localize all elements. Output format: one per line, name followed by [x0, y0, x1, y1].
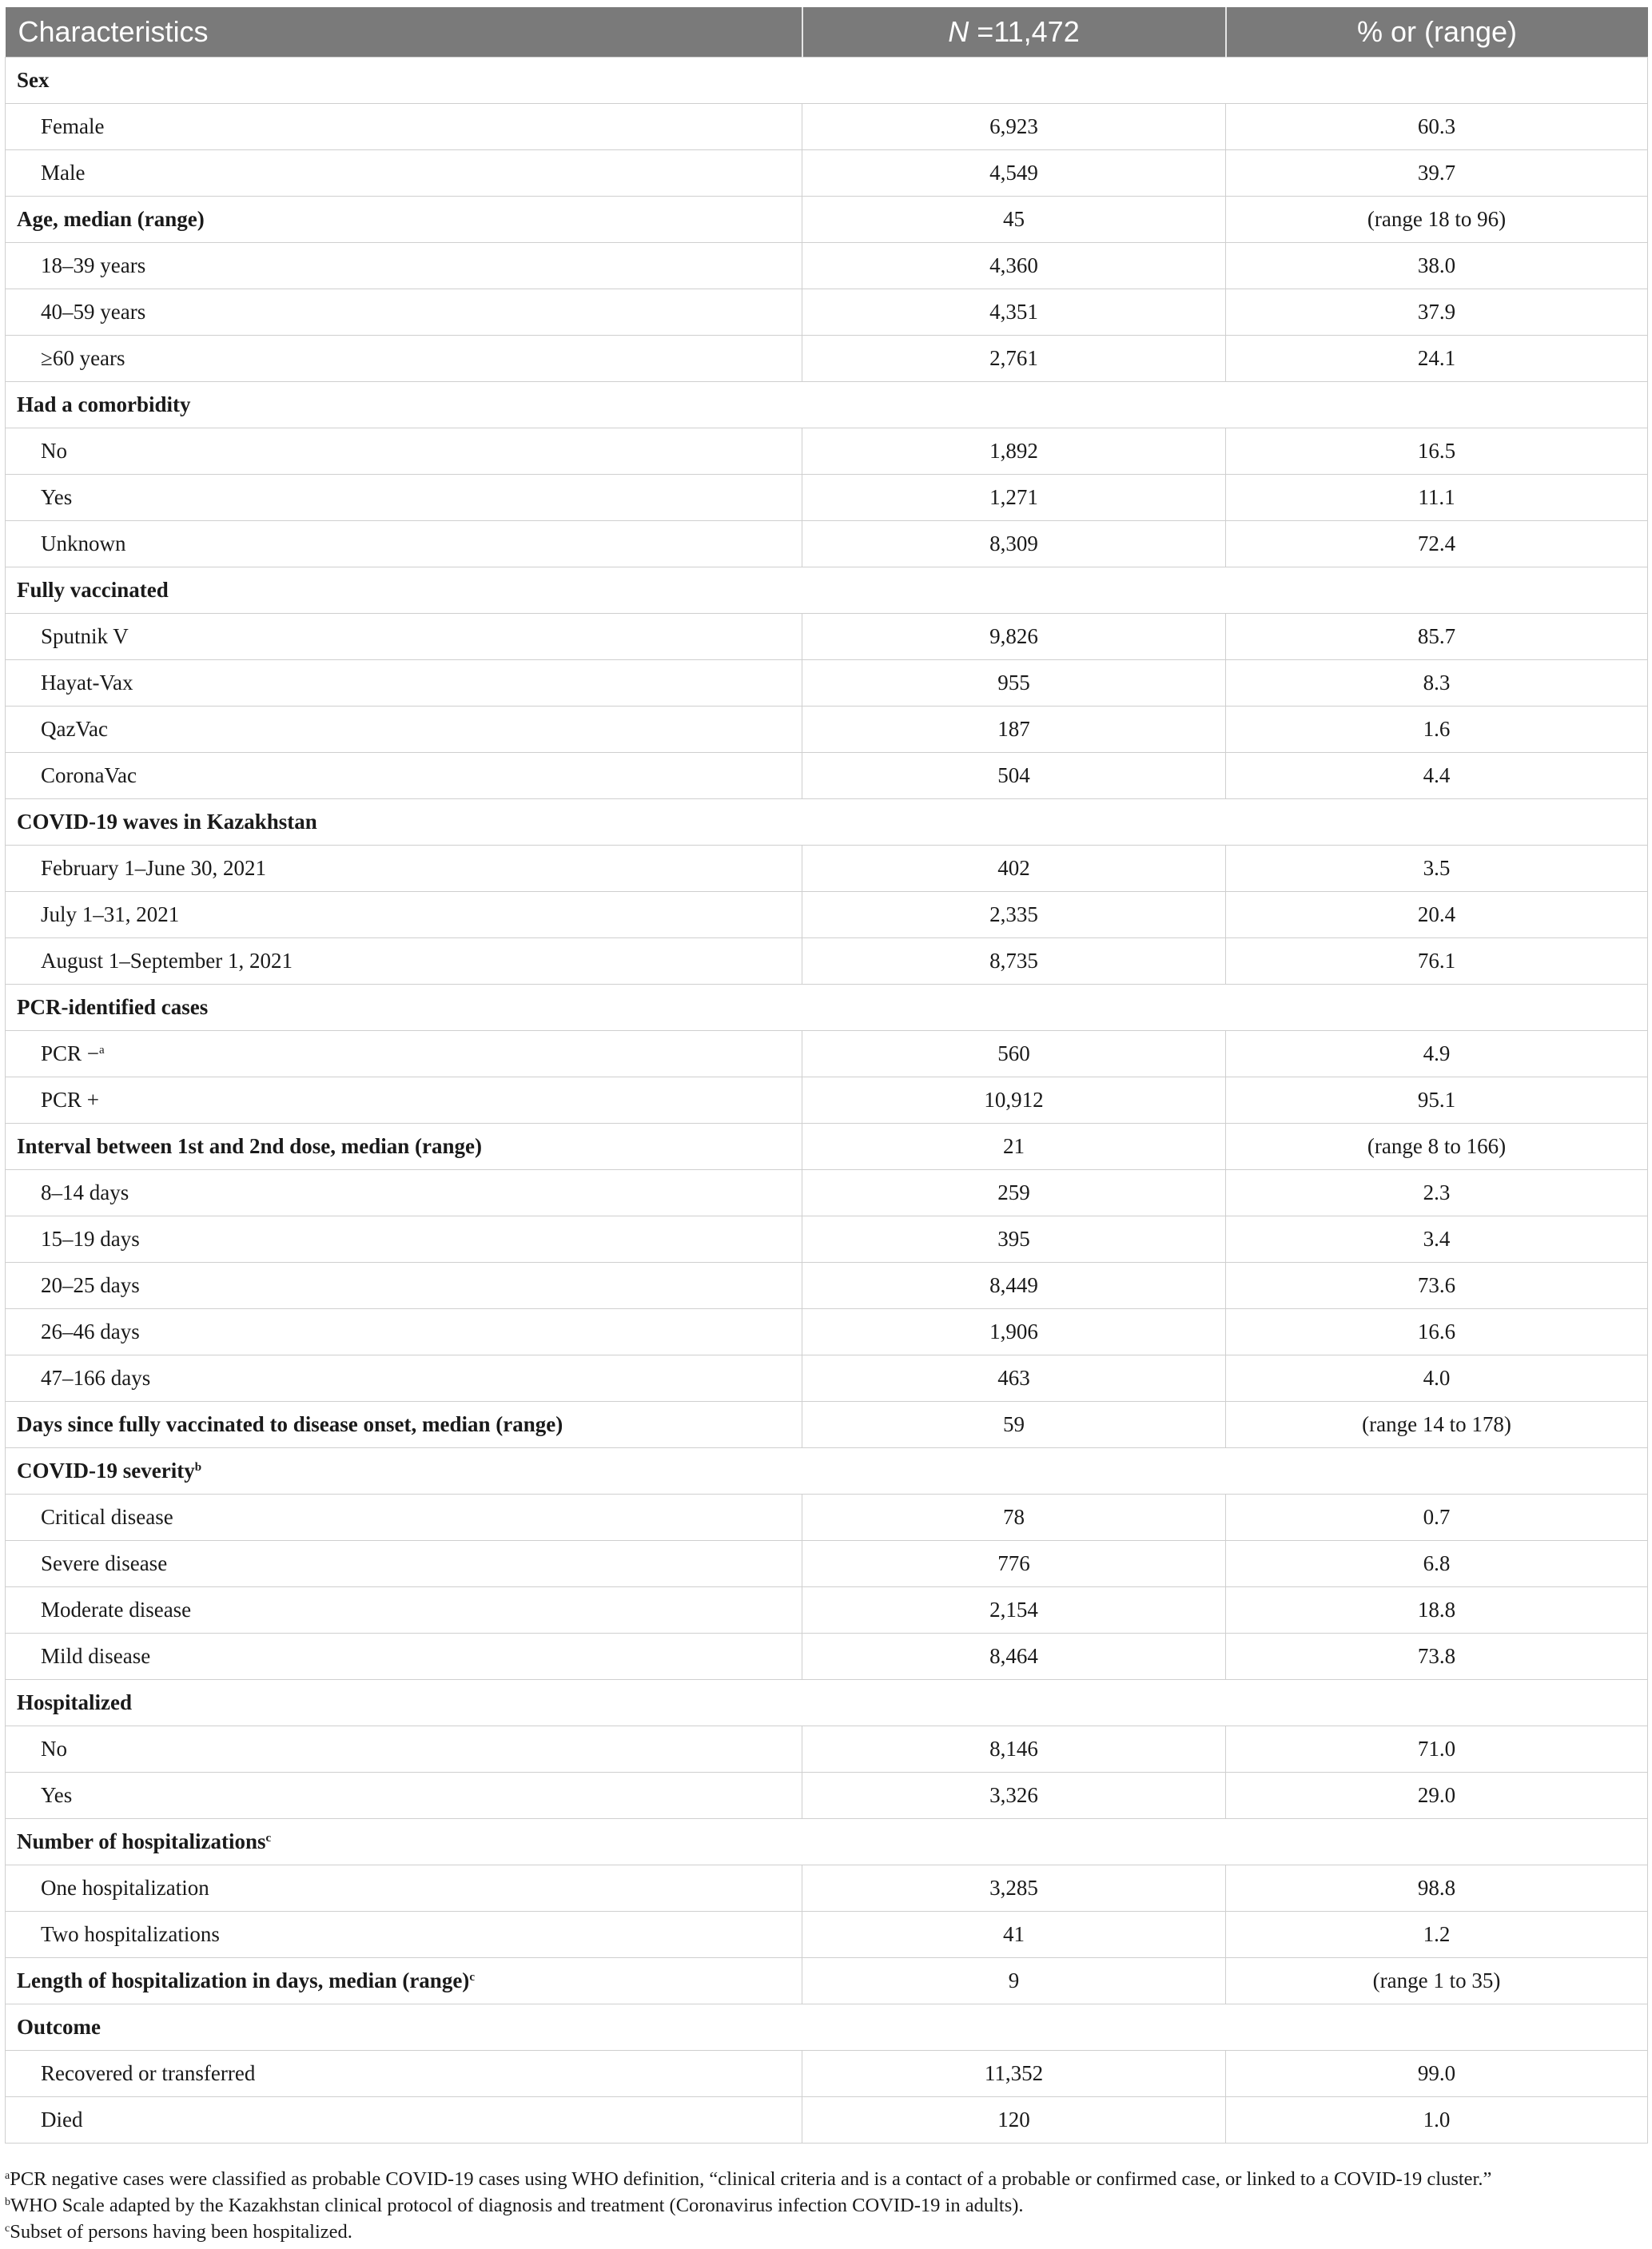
- row-count: 560: [802, 1031, 1226, 1077]
- row-label: [6, 1726, 802, 1773]
- row-count: 402: [802, 846, 1226, 892]
- row-percent: 71.0: [1226, 1726, 1648, 1773]
- row-label-text: 20–25 days: [41, 1273, 140, 1297]
- row-label: [6, 938, 802, 985]
- row-count: 395: [802, 1216, 1226, 1263]
- row-count: 4,360: [802, 243, 1226, 289]
- row-label: [6, 660, 802, 707]
- row-percent: 1.0: [1226, 2097, 1648, 2144]
- row-count: 2,154: [802, 1587, 1226, 1634]
- row-percent: 4.4: [1226, 753, 1648, 799]
- row-label-text: Yes: [41, 485, 73, 509]
- row-label-text: Critical disease: [41, 1505, 173, 1529]
- table-row: [6, 2051, 1648, 2097]
- footnote-text: PCR negative cases were classified as probable COVID-19 cases using WHO definition, “clinical criteria and is a contact of a probable or confirmed case, or linked to a COVID-19 cluster.”: [10, 2168, 1492, 2190]
- row-count: 3,285: [802, 1865, 1226, 1912]
- table-row: [6, 104, 1648, 150]
- row-label-text: Sex: [17, 68, 50, 92]
- row-count: 1,271: [802, 475, 1226, 521]
- row-percent: (range 1 to 35): [1226, 1958, 1648, 2004]
- row-label-text: Recovered or transferred: [41, 2061, 256, 2085]
- footnote-c: [5, 2219, 1647, 2245]
- row-count: 3,326: [802, 1773, 1226, 1819]
- row-label-text: Hospitalized: [17, 1690, 133, 1714]
- row-label: [6, 336, 802, 382]
- table-row: [6, 475, 1648, 521]
- row-label: [6, 567, 1648, 614]
- table-row: [6, 707, 1648, 753]
- table-row: [6, 1587, 1648, 1634]
- row-percent: 3.4: [1226, 1216, 1648, 1263]
- table-row: [6, 1031, 1648, 1077]
- row-label-text: Two hospitalizations: [41, 1922, 220, 1946]
- row-label-text: Sputnik V: [41, 624, 129, 648]
- header-n-symbol: N: [948, 15, 969, 48]
- row-label-text: Had a comorbidity: [17, 392, 191, 416]
- row-label-text: COVID-19 severity: [17, 1459, 195, 1483]
- table-group-row: [6, 1680, 1648, 1726]
- row-label-text: Interval between 1st and 2nd dose, median (range): [17, 1134, 483, 1158]
- row-count: 78: [802, 1495, 1226, 1541]
- footnote-text: WHO Scale adapted by the Kazakhstan clinical protocol of diagnosis and treatment (Coronavirus infection COVID-19 in adults).: [10, 2195, 1024, 2216]
- row-label-text: Number of hospitalizations: [17, 1829, 266, 1853]
- table-row: [6, 892, 1648, 938]
- row-label: [6, 150, 802, 197]
- row-label-text: Yes: [41, 1783, 73, 1807]
- row-count: 41: [802, 1912, 1226, 1958]
- footnotes: [5, 2166, 1647, 2245]
- row-label: [6, 104, 802, 150]
- footnote-mark: b: [5, 2196, 10, 2208]
- row-count: 10,912: [802, 1077, 1226, 1124]
- row-label: [6, 1448, 1648, 1495]
- row-percent: 98.8: [1226, 1865, 1648, 1912]
- row-count: 8,309: [802, 521, 1226, 567]
- footnote-text: Subset of persons having been hospitalized.: [10, 2221, 352, 2243]
- table-group-row: [6, 2004, 1648, 2051]
- row-count: 1,906: [802, 1309, 1226, 1355]
- row-label-text: PCR-identified cases: [17, 995, 209, 1019]
- row-count: 955: [802, 660, 1226, 707]
- row-count: 463: [802, 1355, 1226, 1402]
- row-percent: 0.7: [1226, 1495, 1648, 1541]
- row-percent: 29.0: [1226, 1773, 1648, 1819]
- table-header: [6, 7, 1648, 58]
- row-label-text: Outcome: [17, 2015, 101, 2039]
- row-label-text: CoronaVac: [41, 763, 137, 787]
- row-label-text: No: [41, 1737, 67, 1761]
- row-label: [6, 892, 802, 938]
- row-percent: 37.9: [1226, 289, 1648, 336]
- row-count: 21: [802, 1124, 1226, 1170]
- row-percent: 85.7: [1226, 614, 1648, 660]
- table-row: [6, 614, 1648, 660]
- row-label: [6, 799, 1648, 846]
- row-label: [6, 1170, 802, 1216]
- row-count: 8,464: [802, 1634, 1226, 1680]
- table-group-row: [6, 382, 1648, 428]
- table-row: [6, 1216, 1648, 1263]
- row-label-text: PCR −: [41, 1041, 100, 1065]
- header-row: [6, 7, 1648, 58]
- row-label-text: 26–46 days: [41, 1320, 140, 1343]
- row-percent: 18.8: [1226, 1587, 1648, 1634]
- row-label-text: PCR +: [41, 1088, 100, 1112]
- row-count: 9: [802, 1958, 1226, 2004]
- table-row: [6, 938, 1648, 985]
- row-count: 45: [802, 197, 1226, 243]
- row-label: [6, 1402, 802, 1448]
- row-label: [6, 753, 802, 799]
- row-percent: 60.3: [1226, 104, 1648, 150]
- row-percent: 16.5: [1226, 428, 1648, 475]
- row-percent: 38.0: [1226, 243, 1648, 289]
- row-label-text: Severe disease: [41, 1551, 168, 1575]
- footnote-marker: c: [469, 1971, 475, 1984]
- row-label-text: 40–59 years: [41, 300, 146, 324]
- row-label-text: Male: [41, 161, 86, 185]
- row-label: [6, 521, 802, 567]
- row-percent: (range 14 to 178): [1226, 1402, 1648, 1448]
- row-label: [6, 243, 802, 289]
- row-label: [6, 1773, 802, 1819]
- row-label: [6, 614, 802, 660]
- row-label: [6, 2004, 1648, 2051]
- row-count: 8,735: [802, 938, 1226, 985]
- row-label: [6, 1077, 802, 1124]
- row-label: [6, 58, 1648, 104]
- row-count: 259: [802, 1170, 1226, 1216]
- table-row: [6, 753, 1648, 799]
- row-count: 120: [802, 2097, 1226, 2144]
- table-group-row: [6, 58, 1648, 104]
- row-label: [6, 1124, 802, 1170]
- footnote-marker: a: [99, 1044, 105, 1057]
- table-row: [6, 428, 1648, 475]
- header-characteristics: Characteristics: [6, 7, 802, 58]
- table-row: [6, 1170, 1648, 1216]
- table-row: [6, 846, 1648, 892]
- table-row: [6, 336, 1648, 382]
- row-percent: 4.0: [1226, 1355, 1648, 1402]
- row-label: [6, 707, 802, 753]
- row-count: 8,146: [802, 1726, 1226, 1773]
- row-label-text: 47–166 days: [41, 1366, 151, 1390]
- row-label-text: 8–14 days: [41, 1180, 129, 1204]
- row-count: 2,761: [802, 336, 1226, 382]
- row-percent: 39.7: [1226, 150, 1648, 197]
- row-label: [6, 1865, 802, 1912]
- row-label-text: Died: [41, 2108, 83, 2132]
- row-label-text: Length of hospitalization in days, median (range): [17, 1968, 470, 1992]
- row-count: 4,351: [802, 289, 1226, 336]
- footnote-marker: b: [194, 1461, 202, 1474]
- row-percent: 76.1: [1226, 938, 1648, 985]
- footnote-mark: c: [5, 2223, 10, 2235]
- row-label: [6, 428, 802, 475]
- row-label: [6, 1680, 1648, 1726]
- row-percent: 6.8: [1226, 1541, 1648, 1587]
- row-label: [6, 1355, 802, 1402]
- row-label-text: July 1–31, 2021: [41, 902, 180, 926]
- row-label-text: 15–19 days: [41, 1227, 140, 1251]
- footnote-marker: c: [265, 1832, 272, 1845]
- row-percent: 8.3: [1226, 660, 1648, 707]
- footnote-mark: a: [5, 2170, 10, 2182]
- row-count: 187: [802, 707, 1226, 753]
- row-count: 11,352: [802, 2051, 1226, 2097]
- table-row: [6, 197, 1648, 243]
- row-percent: 20.4: [1226, 892, 1648, 938]
- row-percent: 99.0: [1226, 2051, 1648, 2097]
- row-label: [6, 1495, 802, 1541]
- row-label-text: Age, median (range): [17, 207, 205, 231]
- table-row: [6, 2097, 1648, 2144]
- table-row: [6, 1402, 1648, 1448]
- table-row: [6, 1726, 1648, 1773]
- row-label: [6, 2097, 802, 2144]
- row-count: 59: [802, 1402, 1226, 1448]
- row-label: [6, 289, 802, 336]
- row-percent: 1.6: [1226, 707, 1648, 753]
- row-percent: 2.3: [1226, 1170, 1648, 1216]
- header-percent: % or (range): [1226, 7, 1648, 58]
- table-row: [6, 1541, 1648, 1587]
- footnote-b: [5, 2192, 1647, 2219]
- row-label: [6, 846, 802, 892]
- row-label: [6, 1912, 802, 1958]
- row-percent: 16.6: [1226, 1309, 1648, 1355]
- row-label-text: Mild disease: [41, 1644, 151, 1668]
- row-count: 776: [802, 1541, 1226, 1587]
- row-label: [6, 2051, 802, 2097]
- table-row: [6, 660, 1648, 707]
- row-percent: 1.2: [1226, 1912, 1648, 1958]
- table-group-row: [6, 799, 1648, 846]
- table-row: [6, 150, 1648, 197]
- row-label-text: QazVac: [41, 717, 108, 741]
- table-row: [6, 1077, 1648, 1124]
- table-row: [6, 1773, 1648, 1819]
- table-row: [6, 1865, 1648, 1912]
- row-percent: 24.1: [1226, 336, 1648, 382]
- row-percent: 73.8: [1226, 1634, 1648, 1680]
- table-row: [6, 521, 1648, 567]
- row-label: [6, 985, 1648, 1031]
- table-row: [6, 1495, 1648, 1541]
- row-label-text: Moderate disease: [41, 1598, 192, 1622]
- header-n-value: =11,472: [969, 15, 1080, 48]
- row-label-text: 18–39 years: [41, 253, 146, 277]
- table-row: [6, 243, 1648, 289]
- table-row: [6, 1124, 1648, 1170]
- row-count: 4,549: [802, 150, 1226, 197]
- row-label: [6, 197, 802, 243]
- row-label: [6, 1216, 802, 1263]
- row-count: 9,826: [802, 614, 1226, 660]
- row-label-text: ≥60 years: [41, 346, 125, 370]
- row-percent: 72.4: [1226, 521, 1648, 567]
- row-count: 2,335: [802, 892, 1226, 938]
- row-percent: 3.5: [1226, 846, 1648, 892]
- row-label: [6, 1587, 802, 1634]
- row-label-text: Fully vaccinated: [17, 578, 169, 602]
- table-row: [6, 289, 1648, 336]
- row-label-text: Hayat-Vax: [41, 671, 133, 695]
- row-label-text: Days since fully vaccinated to disease onset, median (range): [17, 1412, 563, 1436]
- row-label: [6, 1634, 802, 1680]
- row-label: [6, 1958, 802, 2004]
- row-label-text: COVID-19 waves in Kazakhstan: [17, 810, 317, 834]
- row-label: [6, 475, 802, 521]
- footnote-a: [5, 2166, 1647, 2192]
- row-count: 1,892: [802, 428, 1226, 475]
- table-body: [6, 58, 1648, 2144]
- table-group-row: [6, 567, 1648, 614]
- characteristics-table: [5, 7, 1648, 2144]
- row-label: [6, 1263, 802, 1309]
- row-percent: 4.9: [1226, 1031, 1648, 1077]
- row-percent: (range 18 to 96): [1226, 197, 1648, 243]
- row-label: [6, 1541, 802, 1587]
- table-row: [6, 1309, 1648, 1355]
- row-label: [6, 1031, 802, 1077]
- row-percent: 95.1: [1226, 1077, 1648, 1124]
- header-n: [802, 7, 1226, 58]
- table-row: [6, 1263, 1648, 1309]
- row-label-text: Female: [41, 114, 105, 138]
- row-label: [6, 1309, 802, 1355]
- table-group-row: [6, 1448, 1648, 1495]
- row-percent: 73.6: [1226, 1263, 1648, 1309]
- row-count: 6,923: [802, 104, 1226, 150]
- table-group-row: [6, 985, 1648, 1031]
- row-label: [6, 1819, 1648, 1865]
- row-label-text: August 1–September 1, 2021: [41, 949, 293, 973]
- row-label-text: One hospitalization: [41, 1876, 209, 1900]
- table-row: [6, 1912, 1648, 1958]
- row-count: 8,449: [802, 1263, 1226, 1309]
- table-row: [6, 1634, 1648, 1680]
- table-group-row: [6, 1819, 1648, 1865]
- row-percent: (range 8 to 166): [1226, 1124, 1648, 1170]
- row-label: [6, 382, 1648, 428]
- row-count: 504: [802, 753, 1226, 799]
- row-label-text: No: [41, 439, 67, 463]
- row-label-text: Unknown: [41, 531, 126, 555]
- table-row: [6, 1958, 1648, 2004]
- row-percent: 11.1: [1226, 475, 1648, 521]
- row-label-text: February 1–June 30, 2021: [41, 856, 266, 880]
- table-row: [6, 1355, 1648, 1402]
